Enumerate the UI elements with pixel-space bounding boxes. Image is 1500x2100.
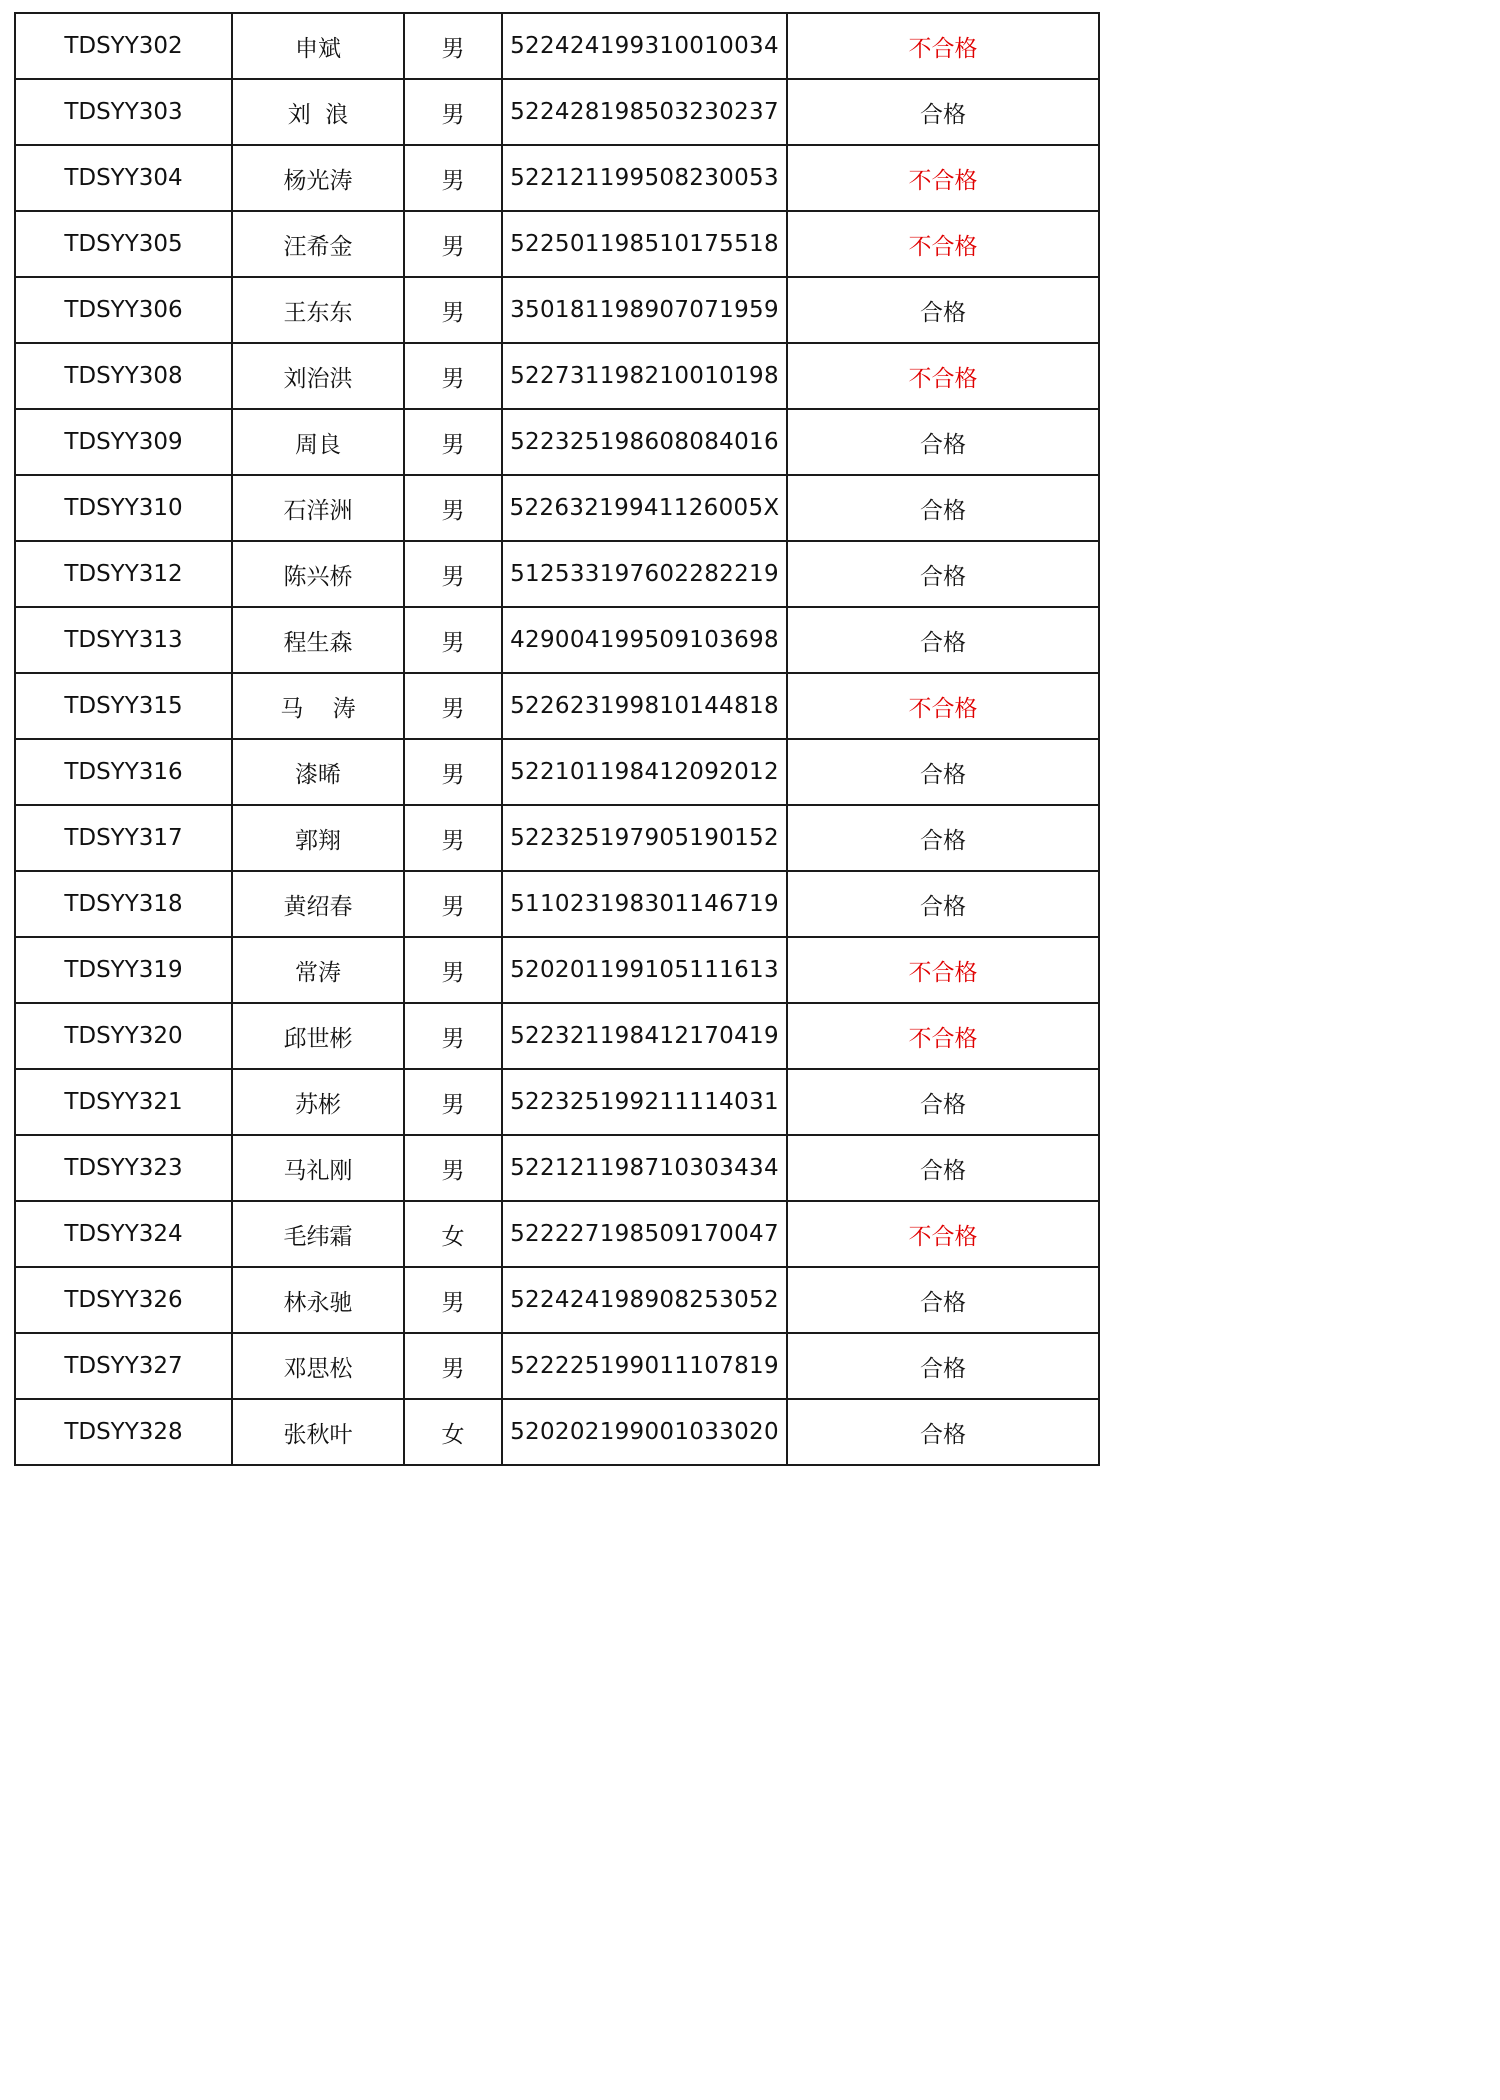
table-row bbox=[15, 739, 1099, 805]
candidate-id-cell: TDSYY323 bbox=[15, 1135, 232, 1201]
candidate-result-cell: 不合格 bbox=[787, 1003, 1099, 1069]
candidate-id-cell: TDSYY324 bbox=[15, 1201, 232, 1267]
candidate-result-cell: 合格 bbox=[787, 1267, 1099, 1333]
candidate-name-cell: 林永驰 bbox=[232, 1267, 404, 1333]
candidate-result-cell: 合格 bbox=[787, 541, 1099, 607]
candidate-result-cell: 不合格 bbox=[787, 13, 1099, 79]
candidate-gender-cell: 男 bbox=[404, 1267, 502, 1333]
table-row bbox=[15, 475, 1099, 541]
candidate-gender-cell: 男 bbox=[404, 607, 502, 673]
table-row bbox=[15, 1399, 1099, 1465]
candidate-result-cell: 合格 bbox=[787, 79, 1099, 145]
candidate-id-number-cell: 522731198210010198 bbox=[502, 343, 787, 409]
candidate-gender-cell: 男 bbox=[404, 79, 502, 145]
candidate-result-cell: 合格 bbox=[787, 1135, 1099, 1201]
candidate-name-cell: 石洋洲 bbox=[232, 475, 404, 541]
candidate-result-cell: 不合格 bbox=[787, 145, 1099, 211]
candidate-id-cell: TDSYY321 bbox=[15, 1069, 232, 1135]
candidate-gender-cell: 男 bbox=[404, 277, 502, 343]
candidate-id-cell: TDSYY306 bbox=[15, 277, 232, 343]
candidate-gender-cell: 男 bbox=[404, 1003, 502, 1069]
candidate-id-cell: TDSYY326 bbox=[15, 1267, 232, 1333]
candidate-name-cell: 邓思松 bbox=[232, 1333, 404, 1399]
candidate-name-cell: 马 涛 bbox=[232, 673, 404, 739]
candidate-result-cell: 合格 bbox=[787, 475, 1099, 541]
table-row bbox=[15, 13, 1099, 79]
candidate-name-cell: 王东东 bbox=[232, 277, 404, 343]
candidate-gender-cell: 男 bbox=[404, 739, 502, 805]
candidate-id-cell: TDSYY319 bbox=[15, 937, 232, 1003]
candidate-id-number-cell: 522623199810144818 bbox=[502, 673, 787, 739]
candidate-gender-cell: 男 bbox=[404, 211, 502, 277]
candidate-name-cell: 汪希金 bbox=[232, 211, 404, 277]
candidate-id-cell: TDSYY302 bbox=[15, 13, 232, 79]
candidate-id-number-cell: 520201199105111613 bbox=[502, 937, 787, 1003]
candidate-id-cell: TDSYY317 bbox=[15, 805, 232, 871]
candidate-gender-cell: 男 bbox=[404, 805, 502, 871]
candidate-id-cell: TDSYY320 bbox=[15, 1003, 232, 1069]
table-row bbox=[15, 937, 1099, 1003]
table-row bbox=[15, 1333, 1099, 1399]
candidate-name-cell: 常涛 bbox=[232, 937, 404, 1003]
table-row bbox=[15, 1069, 1099, 1135]
candidate-name-cell: 郭翔 bbox=[232, 805, 404, 871]
candidate-id-cell: TDSYY310 bbox=[15, 475, 232, 541]
candidate-gender-cell: 女 bbox=[404, 1399, 502, 1465]
candidate-id-cell: TDSYY303 bbox=[15, 79, 232, 145]
candidate-id-number-cell: 522101198412092012 bbox=[502, 739, 787, 805]
table-row bbox=[15, 1201, 1099, 1267]
candidate-result-cell: 合格 bbox=[787, 1333, 1099, 1399]
candidate-name-cell: 周良 bbox=[232, 409, 404, 475]
candidate-gender-cell: 男 bbox=[404, 871, 502, 937]
candidate-name-cell: 杨光涛 bbox=[232, 145, 404, 211]
candidate-id-number-cell: 52263219941126005X bbox=[502, 475, 787, 541]
candidate-id-number-cell: 522428198503230237 bbox=[502, 79, 787, 145]
candidate-id-cell: TDSYY308 bbox=[15, 343, 232, 409]
candidate-result-cell: 不合格 bbox=[787, 673, 1099, 739]
candidate-result-cell: 合格 bbox=[787, 1399, 1099, 1465]
candidate-id-cell: TDSYY309 bbox=[15, 409, 232, 475]
candidate-id-number-cell: 511023198301146719 bbox=[502, 871, 787, 937]
candidate-result-cell: 合格 bbox=[787, 277, 1099, 343]
candidate-name-cell: 程生森 bbox=[232, 607, 404, 673]
candidate-id-number-cell: 512533197602282219 bbox=[502, 541, 787, 607]
candidate-id-cell: TDSYY313 bbox=[15, 607, 232, 673]
candidate-name-cell: 刘治洪 bbox=[232, 343, 404, 409]
candidate-gender-cell: 男 bbox=[404, 1333, 502, 1399]
candidate-gender-cell: 男 bbox=[404, 673, 502, 739]
candidate-id-number-cell: 350181198907071959 bbox=[502, 277, 787, 343]
candidate-name-cell: 邱世彬 bbox=[232, 1003, 404, 1069]
table-row bbox=[15, 211, 1099, 277]
candidate-id-cell: TDSYY328 bbox=[15, 1399, 232, 1465]
candidate-id-number-cell: 522501198510175518 bbox=[502, 211, 787, 277]
table-row bbox=[15, 805, 1099, 871]
candidate-id-cell: TDSYY315 bbox=[15, 673, 232, 739]
candidate-gender-cell: 男 bbox=[404, 475, 502, 541]
candidate-gender-cell: 男 bbox=[404, 343, 502, 409]
table-row bbox=[15, 607, 1099, 673]
candidate-id-number-cell: 520202199001033020 bbox=[502, 1399, 787, 1465]
table-row bbox=[15, 1003, 1099, 1069]
candidate-gender-cell: 男 bbox=[404, 13, 502, 79]
table-row bbox=[15, 541, 1099, 607]
candidate-gender-cell: 男 bbox=[404, 1135, 502, 1201]
candidate-id-cell: TDSYY304 bbox=[15, 145, 232, 211]
candidate-name-cell: 苏彬 bbox=[232, 1069, 404, 1135]
candidate-result-cell: 不合格 bbox=[787, 343, 1099, 409]
candidate-result-cell: 合格 bbox=[787, 739, 1099, 805]
candidate-name-cell: 张秋叶 bbox=[232, 1399, 404, 1465]
candidate-result-cell: 合格 bbox=[787, 1069, 1099, 1135]
candidate-gender-cell: 男 bbox=[404, 937, 502, 1003]
candidate-id-number-cell: 522424199310010034 bbox=[502, 13, 787, 79]
table-row bbox=[15, 871, 1099, 937]
candidate-gender-cell: 男 bbox=[404, 409, 502, 475]
candidate-id-number-cell: 522121198710303434 bbox=[502, 1135, 787, 1201]
candidate-id-number-cell: 522325197905190152 bbox=[502, 805, 787, 871]
candidate-result-cell: 合格 bbox=[787, 871, 1099, 937]
candidate-id-number-cell: 522424198908253052 bbox=[502, 1267, 787, 1333]
candidate-id-number-cell: 522225199011107819 bbox=[502, 1333, 787, 1399]
table-row bbox=[15, 145, 1099, 211]
candidate-name-cell: 陈兴桥 bbox=[232, 541, 404, 607]
candidate-result-cell: 不合格 bbox=[787, 1201, 1099, 1267]
candidate-name-cell: 黄绍春 bbox=[232, 871, 404, 937]
candidate-id-number-cell: 522227198509170047 bbox=[502, 1201, 787, 1267]
candidate-id-number-cell: 522325199211114031 bbox=[502, 1069, 787, 1135]
table-row bbox=[15, 79, 1099, 145]
results-table-body bbox=[15, 13, 1099, 1465]
candidate-name-cell: 申斌 bbox=[232, 13, 404, 79]
candidate-name-cell: 漆晞 bbox=[232, 739, 404, 805]
candidate-result-cell: 合格 bbox=[787, 805, 1099, 871]
candidate-result-cell: 合格 bbox=[787, 409, 1099, 475]
candidate-gender-cell: 男 bbox=[404, 541, 502, 607]
candidate-name-cell: 马礼刚 bbox=[232, 1135, 404, 1201]
table-row bbox=[15, 409, 1099, 475]
candidate-gender-cell: 男 bbox=[404, 1069, 502, 1135]
table-row bbox=[15, 343, 1099, 409]
candidate-id-number-cell: 522325198608084016 bbox=[502, 409, 787, 475]
candidate-result-cell: 不合格 bbox=[787, 211, 1099, 277]
table-row bbox=[15, 673, 1099, 739]
candidate-id-cell: TDSYY318 bbox=[15, 871, 232, 937]
candidate-name-cell: 刘 浪 bbox=[232, 79, 404, 145]
table-row bbox=[15, 277, 1099, 343]
candidate-gender-cell: 女 bbox=[404, 1201, 502, 1267]
candidate-result-cell: 合格 bbox=[787, 607, 1099, 673]
candidate-gender-cell: 男 bbox=[404, 145, 502, 211]
candidate-id-number-cell: 429004199509103698 bbox=[502, 607, 787, 673]
results-table bbox=[14, 12, 1100, 1466]
candidate-id-cell: TDSYY312 bbox=[15, 541, 232, 607]
candidate-id-number-cell: 522321198412170419 bbox=[502, 1003, 787, 1069]
candidate-result-cell: 不合格 bbox=[787, 937, 1099, 1003]
candidate-id-number-cell: 522121199508230053 bbox=[502, 145, 787, 211]
candidate-id-cell: TDSYY316 bbox=[15, 739, 232, 805]
candidate-name-cell: 毛纬霜 bbox=[232, 1201, 404, 1267]
table-row bbox=[15, 1135, 1099, 1201]
candidate-id-cell: TDSYY305 bbox=[15, 211, 232, 277]
candidate-id-cell: TDSYY327 bbox=[15, 1333, 232, 1399]
table-row bbox=[15, 1267, 1099, 1333]
